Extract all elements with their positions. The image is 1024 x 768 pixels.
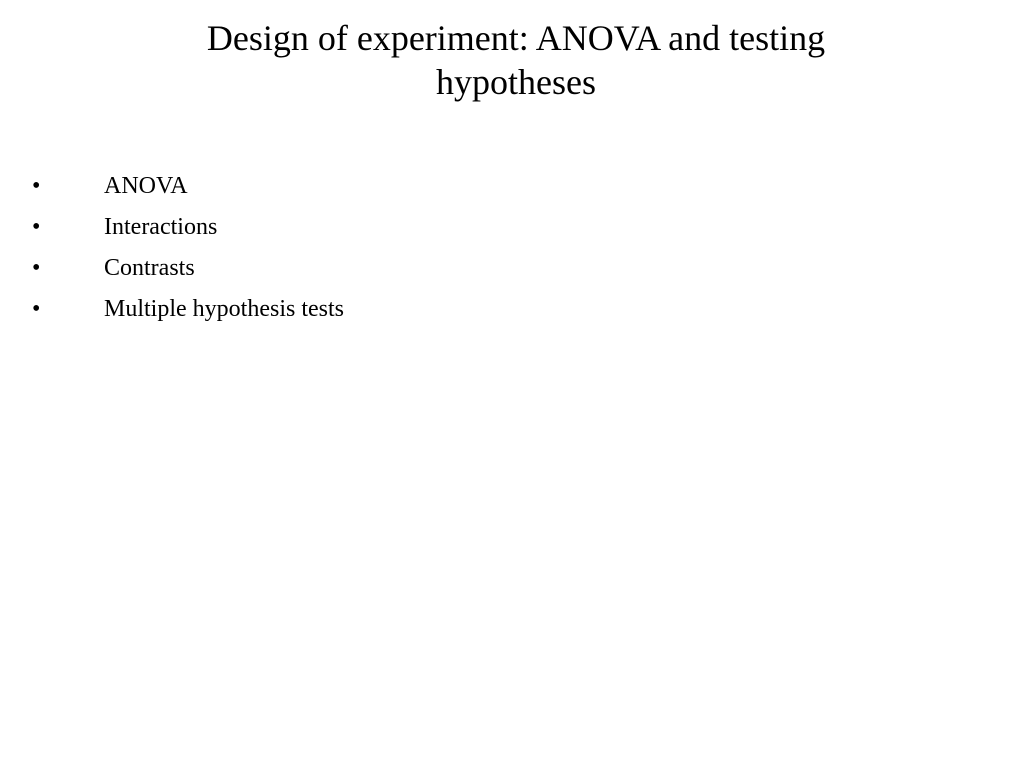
bullet-text: ANOVA — [104, 173, 188, 199]
slide-title — [112, 16, 920, 104]
bullet-icon: • — [32, 214, 41, 240]
bullet-text: Interactions — [104, 214, 218, 240]
bullet-text: Contrasts — [104, 255, 195, 281]
slide-title-line-2: hypotheses — [436, 62, 596, 102]
bullet-icon: • — [32, 255, 41, 281]
slide-title-line-1: Design of experiment: ANOVA and testing — [206, 18, 826, 58]
bullet-icon: • — [32, 173, 41, 199]
bullet-icon: • — [32, 296, 41, 322]
bullet-text: Multiple hypothesis tests — [104, 296, 344, 322]
